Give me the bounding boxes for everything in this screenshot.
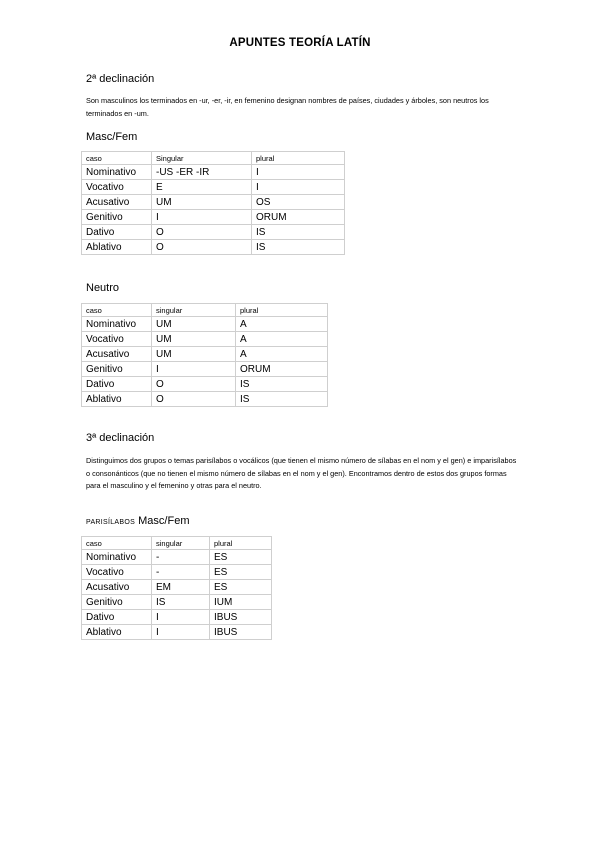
singular-cell: I: [152, 210, 252, 225]
case-cell: Ablativo: [82, 625, 152, 640]
section-3-paragraph: Distinguimos dos grupos o temas parisílabos o vocálicos (que tienen el mismo número de sílabas en el nom y el gen) e imparisílabos o consonánticos (que no tienen el mismo número de sílabas en el nom y el gen). Encontramos dentro de estos dos grupos formas para el masculino y el femenino y otras para el neutro.: [86, 456, 517, 490]
table-2nd-neutro: [81, 303, 328, 407]
header-cell: caso: [82, 152, 152, 165]
header-cell: plural: [252, 152, 345, 165]
table-2-label: Neutro: [86, 282, 120, 294]
plural-cell: IS: [236, 377, 328, 392]
plural-cell: ES: [210, 580, 272, 595]
plural-cell: ORUM: [252, 210, 345, 225]
table-row: [82, 595, 272, 610]
table-3rd-parisilabos: [81, 536, 272, 640]
case-cell: Ablativo: [82, 392, 152, 407]
singular-cell: UM: [152, 332, 236, 347]
case-cell: Genitivo: [82, 362, 152, 377]
singular-cell: EM: [152, 580, 210, 595]
table-3-label: [86, 515, 189, 527]
singular-cell: I: [152, 362, 236, 377]
plural-cell: IS: [236, 392, 328, 407]
case-cell: Dativo: [82, 377, 152, 392]
plural-cell: IBUS: [210, 625, 272, 640]
singular-cell: O: [152, 225, 252, 240]
plural-cell: IBUS: [210, 610, 272, 625]
table-row: [82, 332, 328, 347]
table-row: [82, 240, 345, 255]
case-cell: Ablativo: [82, 240, 152, 255]
header-cell: Singular: [152, 152, 252, 165]
table-row: [82, 225, 345, 240]
plural-cell: IS: [252, 240, 345, 255]
case-cell: Acusativo: [82, 580, 152, 595]
table-3-label-text: Masc/Fem: [138, 515, 190, 527]
case-cell: Nominativo: [82, 550, 152, 565]
case-cell: Vocativo: [82, 180, 152, 195]
singular-cell: UM: [152, 317, 236, 332]
case-cell: Dativo: [82, 225, 152, 240]
singular-cell: O: [152, 392, 236, 407]
plural-cell: A: [236, 317, 328, 332]
singular-cell: UM: [152, 347, 236, 362]
plural-cell: I: [252, 165, 345, 180]
header-cell: plural: [210, 537, 272, 550]
singular-cell: -US -ER -IR: [152, 165, 252, 180]
case-cell: Acusativo: [82, 195, 152, 210]
table-row: [82, 565, 272, 580]
singular-cell: IS: [152, 595, 210, 610]
table-header-row: [82, 152, 345, 165]
singular-cell: -: [152, 565, 210, 580]
singular-cell: I: [152, 625, 210, 640]
table-row: [82, 580, 272, 595]
header-cell: caso: [82, 304, 152, 317]
section-2-heading: 2ª declinación: [86, 73, 155, 85]
singular-cell: -: [152, 550, 210, 565]
plural-cell: ES: [210, 550, 272, 565]
plural-cell: A: [236, 332, 328, 347]
table-row: [82, 625, 272, 640]
plural-cell: ES: [210, 565, 272, 580]
case-cell: Vocativo: [82, 565, 152, 580]
case-cell: Dativo: [82, 610, 152, 625]
table-row: [82, 195, 345, 210]
case-cell: Nominativo: [82, 317, 152, 332]
section-2-paragraph: Son masculinos los terminados en -ur, -er, -ir, en femenino designan nombres de países, ciudades y árboles, son neutros los terminados en -um.: [86, 96, 489, 118]
singular-cell: E: [152, 180, 252, 195]
table-2nd-masc-fem: [81, 151, 345, 255]
case-cell: Genitivo: [82, 210, 152, 225]
table-1-label: Masc/Fem: [86, 131, 138, 143]
table-row: [82, 210, 345, 225]
case-cell: Acusativo: [82, 347, 152, 362]
table-row: [82, 362, 328, 377]
header-cell: plural: [236, 304, 328, 317]
plural-cell: A: [236, 347, 328, 362]
plural-cell: OS: [252, 195, 345, 210]
table-row: [82, 165, 345, 180]
page-title: APUNTES TEORÍA LATÍN: [229, 37, 371, 49]
table-row: [82, 317, 328, 332]
table-header-row: [82, 304, 328, 317]
singular-cell: O: [152, 377, 236, 392]
table-row: [82, 550, 272, 565]
table-3-label-prefix: PARISÍLABOS: [86, 519, 136, 526]
table-row: [82, 347, 328, 362]
table-row: [82, 610, 272, 625]
plural-cell: IUM: [210, 595, 272, 610]
header-cell: caso: [82, 537, 152, 550]
singular-cell: I: [152, 610, 210, 625]
plural-cell: ORUM: [236, 362, 328, 377]
singular-cell: UM: [152, 195, 252, 210]
header-cell: singular: [152, 304, 236, 317]
table-row: [82, 392, 328, 407]
section-3-heading: 3ª declinación: [86, 432, 155, 444]
case-cell: Vocativo: [82, 332, 152, 347]
case-cell: Genitivo: [82, 595, 152, 610]
case-cell: Nominativo: [82, 165, 152, 180]
singular-cell: O: [152, 240, 252, 255]
table-row: [82, 180, 345, 195]
table-row: [82, 377, 328, 392]
header-cell: singular: [152, 537, 210, 550]
plural-cell: I: [252, 180, 345, 195]
table-header-row: [82, 537, 272, 550]
plural-cell: IS: [252, 225, 345, 240]
